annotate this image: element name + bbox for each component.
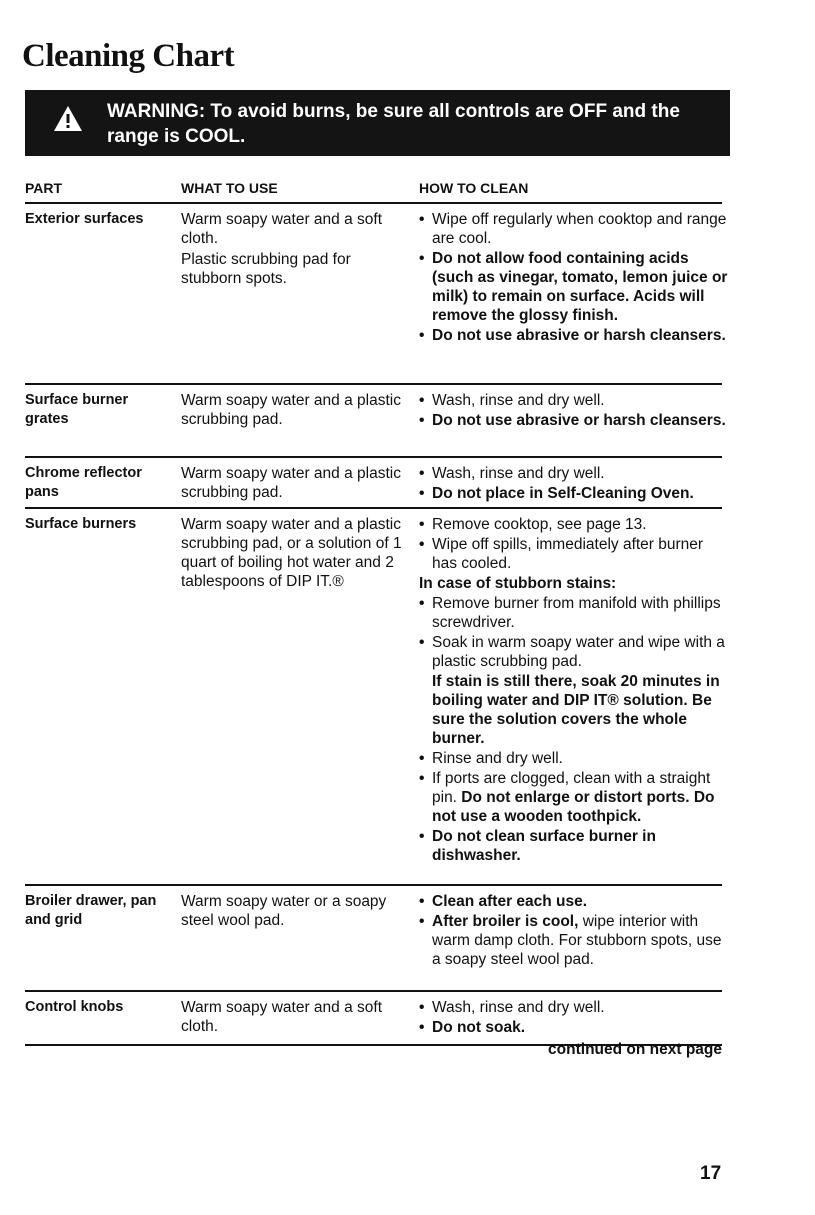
part-cell: Broiler drawer, pan and grid xyxy=(25,893,157,928)
how-cell xyxy=(419,464,729,504)
warning-text: WARNING: To avoid burns, be sure all controls are OFF and the range is COOL. xyxy=(107,101,680,147)
table-row xyxy=(25,509,725,886)
how-item: • Rinse and dry well. xyxy=(419,749,729,768)
how-item: • Wash, rinse and dry well. xyxy=(419,998,729,1017)
what-line: Warm soapy water and a plastic scrubbing pad. xyxy=(181,465,401,501)
how-item: • Remove burner from manifold with phillips screwdriver. xyxy=(419,594,729,632)
what-line: Warm soapy water and a soft cloth. xyxy=(181,211,383,247)
how-subheading: In case of stubborn stains: xyxy=(419,575,617,592)
part-cell: Chrome reflector pans xyxy=(25,465,142,500)
warning-banner xyxy=(25,90,730,156)
how-note: If stain is still there, soak 20 minutes in boiling water and DIP IT® solution. Be sure the solution covers the whole burner. xyxy=(432,673,720,747)
part-cell: Surface burner grates xyxy=(25,392,129,427)
what-line: Plastic scrubbing pad for stubborn spots. xyxy=(181,251,351,287)
how-item-text: wipe interior with warm damp cloth. For stubborn spots, use a soapy steel wool pad. xyxy=(432,913,722,968)
what-cell xyxy=(181,391,413,431)
how-item: • Wipe off spills, immediately after burner has cooled. xyxy=(419,535,729,573)
how-cell xyxy=(419,210,729,346)
header-what: WHAT TO USE xyxy=(181,180,278,196)
cleaning-table xyxy=(25,176,728,1046)
how-cell xyxy=(419,515,729,866)
table-header xyxy=(25,176,722,204)
header-how: HOW TO CLEAN xyxy=(419,180,529,196)
table-row xyxy=(25,992,722,1046)
how-item: • Do not allow food containing acids (such as vinegar, tomato, lemon juice or milk) to remain on surface. Acids will remove the glossy finish. xyxy=(419,249,729,325)
table-row xyxy=(25,458,722,509)
what-cell xyxy=(181,464,413,504)
part-cell: Surface burners xyxy=(25,516,137,532)
part-cell: Control knobs xyxy=(25,999,124,1015)
page-number: 17 xyxy=(700,1163,722,1184)
continued-note: continued on next page xyxy=(548,1041,722,1058)
how-item xyxy=(419,769,729,826)
what-line: Warm soapy water and a plastic scrubbing pad, or a solution of 1 quart of boiling hot water and 2 tablespoons of DIP IT.® xyxy=(181,516,402,590)
warning-triangle-icon xyxy=(53,104,83,132)
part-cell: Exterior surfaces xyxy=(25,211,144,227)
what-cell xyxy=(181,210,413,290)
table-row xyxy=(25,385,726,458)
what-line: Warm soapy water or a soapy steel wool pad. xyxy=(181,893,387,929)
how-item: • Wash, rinse and dry well. xyxy=(419,464,729,483)
how-item: • Soak in warm soapy water and wipe with a plastic scrubbing pad. xyxy=(419,633,729,671)
what-cell xyxy=(181,998,413,1038)
how-item: • Do not use abrasive or harsh cleansers. xyxy=(419,411,729,430)
how-cell xyxy=(419,892,729,970)
page-title: Cleaning Chart xyxy=(22,38,235,74)
how-item: • Do not use abrasive or harsh cleansers. xyxy=(419,326,729,345)
how-item: • Do not place in Self-Cleaning Oven. xyxy=(419,484,729,503)
how-cell xyxy=(419,391,729,431)
how-cell xyxy=(419,998,729,1038)
table-row xyxy=(25,204,728,385)
what-cell xyxy=(181,515,413,593)
what-line: Warm soapy water and a plastic scrubbing pad. xyxy=(181,392,401,428)
how-item: • Clean after each use. xyxy=(419,892,729,911)
how-item: • Wipe off regularly when cooktop and range are cool. xyxy=(419,210,729,248)
how-item-lead: After broiler is cool, xyxy=(432,913,579,930)
how-item-text: If ports are clogged, clean with a straight pin. xyxy=(432,770,711,806)
how-item xyxy=(419,912,729,969)
how-item: • Do not clean surface burner in dishwasher. xyxy=(419,827,729,865)
what-cell xyxy=(181,892,413,932)
what-line: Warm soapy water and a soft cloth. xyxy=(181,999,383,1035)
header-part: PART xyxy=(25,180,63,196)
how-item: • Wash, rinse and dry well. xyxy=(419,391,729,410)
table-row xyxy=(25,886,722,992)
how-item: • Remove cooktop, see page 13. xyxy=(419,515,729,534)
how-item-warning: Do not enlarge or distort ports. Do not use a wooden toothpick. xyxy=(432,789,715,825)
how-item: • Do not soak. xyxy=(419,1018,729,1037)
